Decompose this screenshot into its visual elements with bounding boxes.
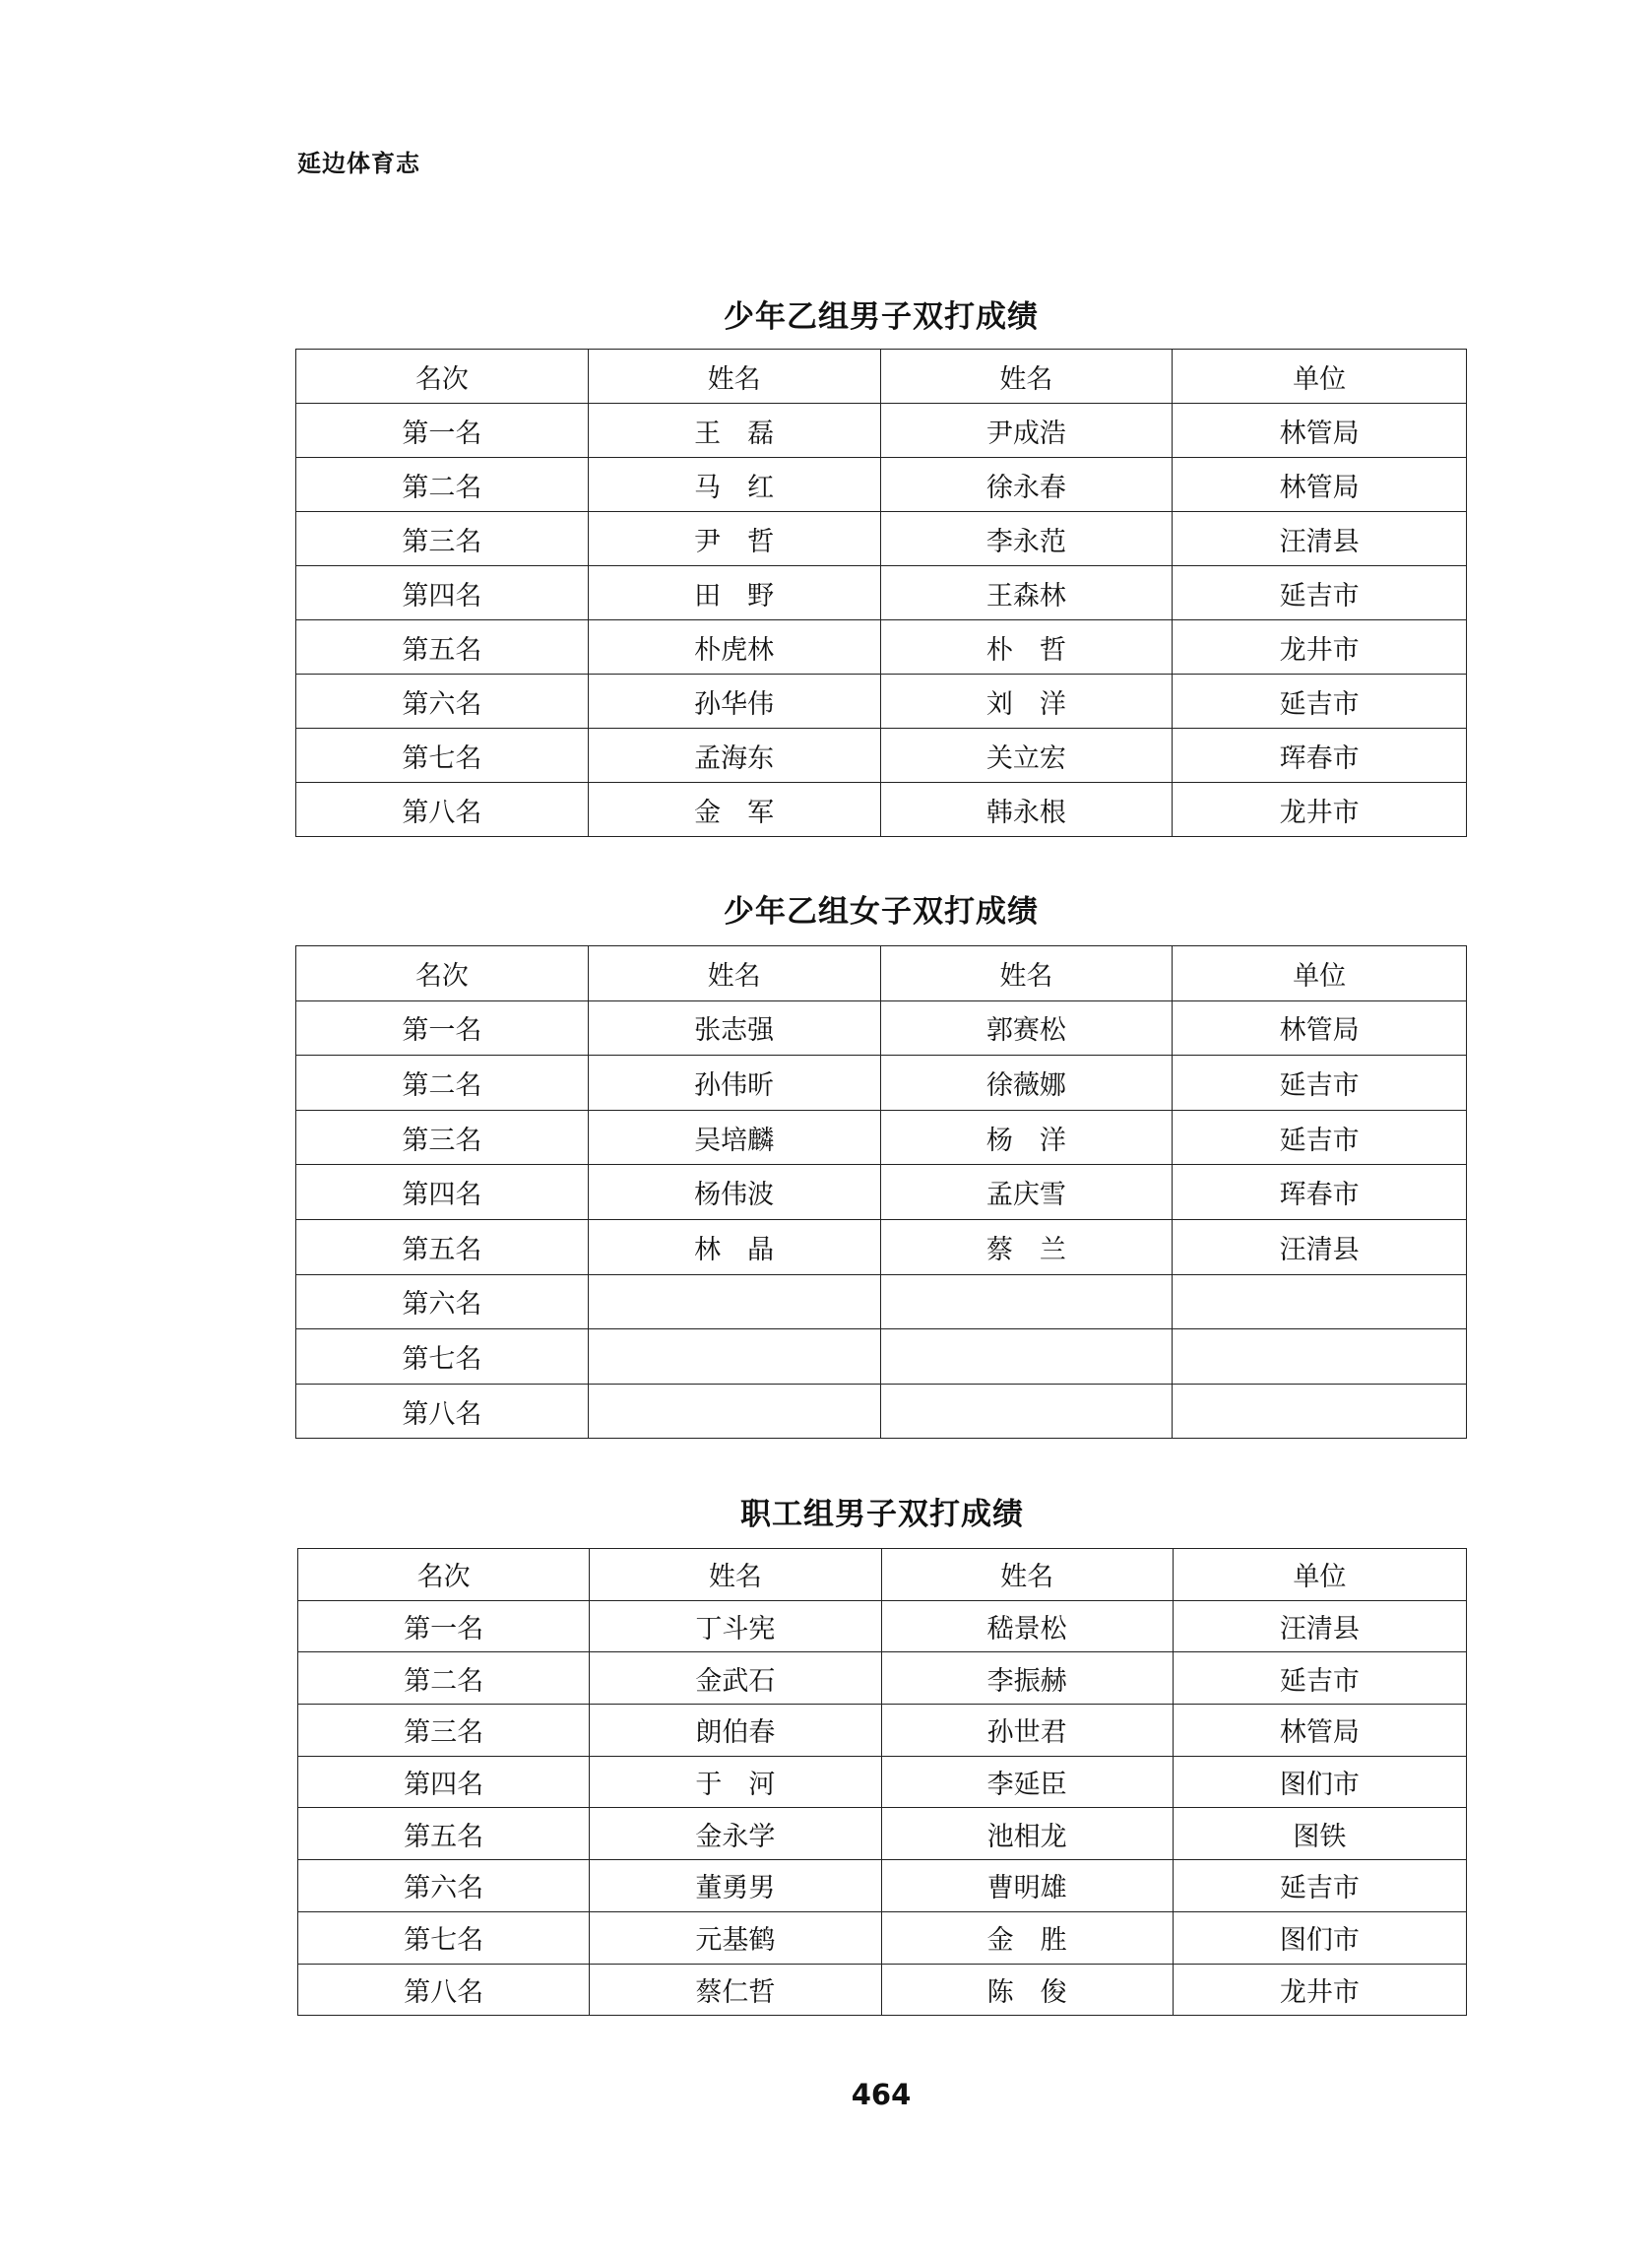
unit-cell: 林管局 [1173,1000,1467,1056]
rank-cell: 第五名 [296,1219,589,1274]
player-name-cell [588,1329,880,1385]
rank-cell: 第三名 [296,1110,589,1165]
unit-cell: 珲春市 [1173,1165,1467,1220]
table-row [296,1329,1467,1385]
rank-cell: 第五名 [298,1808,590,1860]
unit-cell: 林管局 [1173,404,1467,458]
rank-cell: 第八名 [298,1964,590,2016]
partner-name-cell: 孟庆雪 [880,1165,1173,1220]
table-row [298,1600,1467,1652]
partner-name-cell: 曹明雄 [881,1860,1173,1912]
rank-cell: 第六名 [296,1274,589,1329]
unit-cell: 延吉市 [1173,566,1467,620]
partner-name-cell: 孙世君 [881,1705,1173,1757]
table-row [298,1911,1467,1964]
player-name-cell: 朴虎林 [588,620,880,675]
rank-cell: 第二名 [298,1652,590,1705]
table-row [296,1000,1467,1056]
unit-cell: 图们市 [1173,1756,1466,1808]
table-row [296,404,1467,458]
table-row [296,729,1467,783]
table-row [296,1165,1467,1220]
rank-cell: 第七名 [296,729,589,783]
player-name-cell: 蔡仁哲 [590,1964,881,2016]
rank-cell: 第三名 [298,1705,590,1757]
player-name-cell: 董勇男 [590,1860,881,1912]
partner-name-cell: 刘 洋 [880,675,1173,729]
player-name-cell: 杨伟波 [588,1165,880,1220]
rank-cell: 第四名 [298,1756,590,1808]
rank-cell: 第三名 [296,512,589,566]
unit-cell: 龙井市 [1173,1964,1466,2016]
unit-cell: 延吉市 [1173,1056,1467,1111]
partner-name-cell: 李延臣 [881,1756,1173,1808]
unit-column-header: 单位 [1173,946,1467,1001]
partner-name-column-header: 姓名 [880,946,1173,1001]
player-name-cell: 元基鹤 [590,1911,881,1964]
results-table-junior-b-men-doubles [295,349,1467,837]
section-title-staff-men-doubles: 职工组男子双打成绩 [740,1497,1024,1532]
table-row [296,1110,1467,1165]
unit-cell: 珲春市 [1173,729,1467,783]
table-row [296,620,1467,675]
player-name-cell: 孟海东 [588,729,880,783]
unit-column-header: 单位 [1173,1549,1466,1601]
unit-cell [1173,1329,1467,1385]
table-row [296,1384,1467,1439]
partner-name-cell: 蔡 兰 [880,1219,1173,1274]
partner-name-cell: 尹成浩 [880,404,1173,458]
unit-cell: 延吉市 [1173,675,1467,729]
rank-column-header: 名次 [296,350,589,404]
rank-cell: 第七名 [298,1911,590,1964]
partner-name-cell: 郭赛松 [880,1000,1173,1056]
player-name-cell: 尹 哲 [588,512,880,566]
unit-cell: 林管局 [1173,1705,1466,1757]
table-row [298,1860,1467,1912]
partner-name-cell: 徐薇娜 [880,1056,1173,1111]
player-name-cell: 金武石 [590,1652,881,1705]
section-title-junior-b-women-doubles: 少年乙组女子双打成绩 [724,894,1039,930]
rank-cell: 第四名 [296,1165,589,1220]
running-header: 延边体育志 [297,150,420,177]
unit-cell: 图铁 [1173,1808,1466,1860]
unit-cell: 汪清县 [1173,1600,1466,1652]
player-name-cell: 田 野 [588,566,880,620]
unit-cell: 延吉市 [1173,1860,1466,1912]
player-name-cell: 吴培麟 [588,1110,880,1165]
section-title-junior-b-men-doubles: 少年乙组男子双打成绩 [724,299,1039,335]
player-name-cell [588,1274,880,1329]
table-row [298,1756,1467,1808]
player-name-cell [588,1384,880,1439]
partner-name-cell [880,1384,1173,1439]
table-row [296,512,1467,566]
player-name-cell: 孙伟昕 [588,1056,880,1111]
partner-name-cell [880,1329,1173,1385]
table-row [296,783,1467,837]
unit-cell: 龙井市 [1173,783,1467,837]
player-name-cell: 林 晶 [588,1219,880,1274]
unit-cell: 延吉市 [1173,1110,1467,1165]
table-row [296,1056,1467,1111]
rank-cell: 第二名 [296,1056,589,1111]
rank-cell: 第四名 [296,566,589,620]
partner-name-cell: 李振赫 [881,1652,1173,1705]
rank-cell: 第一名 [296,1000,589,1056]
partner-name-cell: 嵇景松 [881,1600,1173,1652]
partner-name-cell: 徐永春 [880,458,1173,512]
table-row [298,1808,1467,1860]
table-header-row [296,350,1467,404]
player-name-cell: 于 河 [590,1756,881,1808]
rank-cell: 第七名 [296,1329,589,1385]
unit-cell [1173,1384,1467,1439]
table-row [296,566,1467,620]
partner-name-cell [880,1274,1173,1329]
partner-name-cell: 王森林 [880,566,1173,620]
rank-cell: 第八名 [296,1384,589,1439]
partner-name-cell: 杨 洋 [880,1110,1173,1165]
partner-name-cell: 朴 哲 [880,620,1173,675]
partner-name-cell: 陈 俊 [881,1964,1173,2016]
rank-cell: 第六名 [298,1860,590,1912]
player-name-cell: 金永学 [590,1808,881,1860]
page-number: 464 [851,2078,912,2111]
rank-cell: 第二名 [296,458,589,512]
results-table-junior-b-women-doubles [295,945,1467,1439]
table-header-row [296,946,1467,1001]
table-row [296,1274,1467,1329]
table-row [296,675,1467,729]
player-name-cell: 王 磊 [588,404,880,458]
table-row [298,1705,1467,1757]
partner-name-cell: 韩永根 [880,783,1173,837]
table-row [296,458,1467,512]
rank-cell: 第六名 [296,675,589,729]
rank-column-header: 名次 [298,1549,590,1601]
unit-cell: 龙井市 [1173,620,1467,675]
unit-cell: 汪清县 [1173,512,1467,566]
unit-column-header: 单位 [1173,350,1467,404]
unit-cell: 汪清县 [1173,1219,1467,1274]
partner-name-cell: 关立宏 [880,729,1173,783]
partner-name-cell: 金 胜 [881,1911,1173,1964]
name-column-header: 姓名 [588,350,880,404]
partner-name-cell: 池相龙 [881,1808,1173,1860]
rank-cell: 第八名 [296,783,589,837]
rank-column-header: 名次 [296,946,589,1001]
table-header-row [298,1549,1467,1601]
table-row [298,1964,1467,2016]
unit-cell: 延吉市 [1173,1652,1466,1705]
partner-name-column-header: 姓名 [880,350,1173,404]
player-name-cell: 金 军 [588,783,880,837]
unit-cell: 图们市 [1173,1911,1466,1964]
unit-cell [1173,1274,1467,1329]
table-row [298,1652,1467,1705]
partner-name-cell: 李永范 [880,512,1173,566]
unit-cell: 林管局 [1173,458,1467,512]
rank-cell: 第一名 [296,404,589,458]
player-name-cell: 张志强 [588,1000,880,1056]
player-name-cell: 朗伯春 [590,1705,881,1757]
player-name-cell: 孙华伟 [588,675,880,729]
name-column-header: 姓名 [588,946,880,1001]
rank-cell: 第五名 [296,620,589,675]
player-name-cell: 马 红 [588,458,880,512]
player-name-cell: 丁斗宪 [590,1600,881,1652]
rank-cell: 第一名 [298,1600,590,1652]
partner-name-column-header: 姓名 [881,1549,1173,1601]
table-row [296,1219,1467,1274]
results-table-staff-men-doubles [297,1548,1467,2016]
name-column-header: 姓名 [590,1549,881,1601]
